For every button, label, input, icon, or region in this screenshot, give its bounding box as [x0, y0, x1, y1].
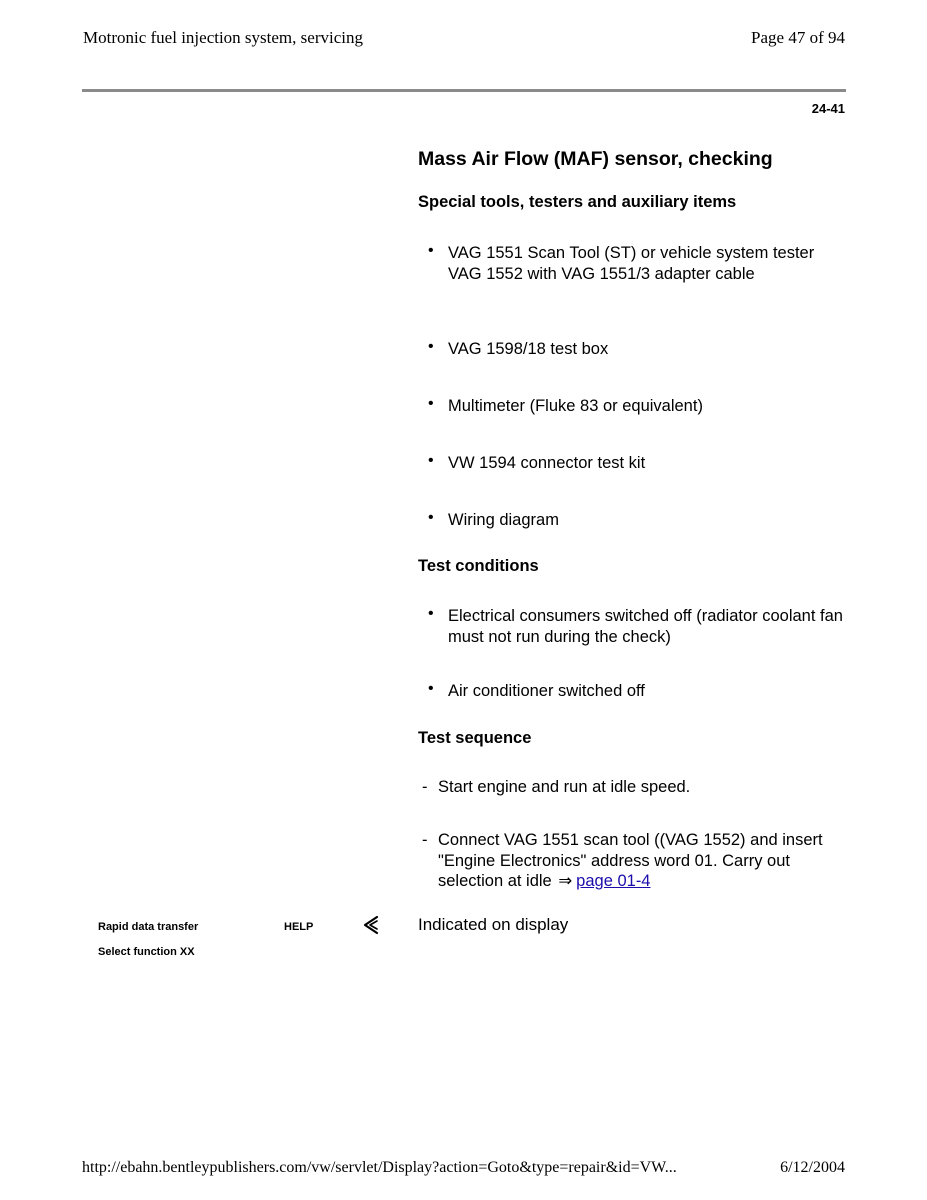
- list-item: [428, 243, 848, 284]
- page-heading: Mass Air Flow (MAF) sensor, checking: [418, 148, 773, 170]
- display-help-label: HELP: [284, 921, 314, 933]
- list-item-text: VAG 1551 Scan Tool (ST) or vehicle system tester VAG 1552 with VAG 1551/3 adapter cable: [448, 244, 815, 283]
- list-item: [428, 681, 848, 702]
- list-item: [428, 606, 848, 647]
- list-item-text: Multimeter (Fluke 83 or equivalent): [448, 397, 703, 415]
- bullet-icon: •: [428, 242, 434, 259]
- list-item: [428, 510, 848, 531]
- special-tools-heading: Special tools, testers and auxiliary items: [418, 193, 737, 211]
- dash-marker: -: [422, 778, 428, 796]
- test-step-text: Connect VAG 1551 scan tool ((VAG 1552) and insert "Engine Electronics" address word 01. Carry out selection at idle: [438, 831, 823, 890]
- test-step: [422, 830, 848, 892]
- document-title: Motronic fuel injection system, servicing: [83, 28, 363, 47]
- footer-date: 6/12/2004: [780, 1159, 845, 1176]
- test-step-text: Start engine and run at idle speed.: [438, 778, 691, 796]
- footer-url: http://ebahn.bentleypublishers.com/vw/servlet/Display?action=Goto&type=repair&id=VW...: [82, 1159, 677, 1176]
- page-link[interactable]: page 01-4: [576, 872, 651, 890]
- display-caption: Indicated on display: [418, 915, 569, 934]
- test-conditions-heading: Test conditions: [418, 557, 539, 575]
- list-item-text: VAG 1598/18 test box: [448, 340, 609, 358]
- section-number: 24-41: [811, 101, 845, 116]
- page-number: Page 47 of 94: [751, 28, 845, 47]
- display-pointer-icon: [362, 915, 380, 935]
- list-item: [428, 396, 848, 417]
- list-item: [428, 339, 848, 360]
- test-step: [422, 777, 848, 798]
- bullet-icon: •: [428, 452, 434, 469]
- dash-marker: -: [422, 831, 428, 849]
- list-item: [428, 453, 848, 474]
- display-line-2: Select function XX: [98, 946, 195, 958]
- bullet-icon: •: [428, 680, 434, 697]
- reference-arrow-icon: ⇒: [558, 872, 573, 890]
- list-item-text: Wiring diagram: [448, 511, 559, 529]
- bullet-icon: •: [428, 605, 434, 622]
- bullet-icon: •: [428, 509, 434, 526]
- list-item-text: VW 1594 connector test kit: [448, 454, 646, 472]
- bullet-icon: •: [428, 395, 434, 412]
- display-line-1: Rapid data transfer: [98, 921, 199, 933]
- list-item-text: Electrical consumers switched off (radiator coolant fan must not run during the check): [448, 607, 843, 646]
- bullet-icon: •: [428, 338, 434, 355]
- header-divider: [82, 89, 846, 92]
- list-item-text: Air conditioner switched off: [448, 682, 645, 700]
- test-sequence-heading: Test sequence: [418, 729, 532, 747]
